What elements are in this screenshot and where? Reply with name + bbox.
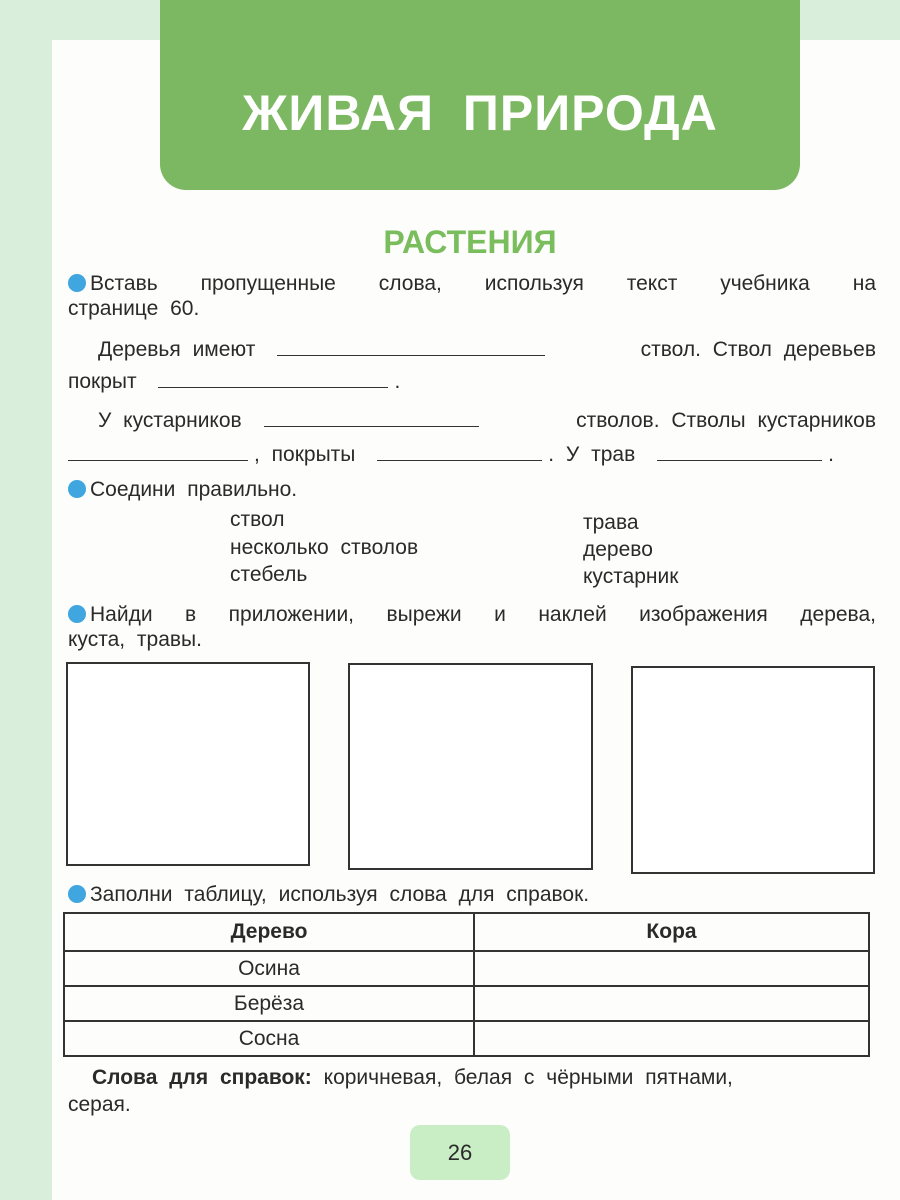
- blank-field[interactable]: [264, 412, 479, 427]
- bark-table: [63, 912, 870, 1057]
- topic-title: РАСТЕНИЯ: [383, 224, 557, 260]
- table-row: Осина: [64, 951, 869, 986]
- table-row: Сосна: [64, 1021, 869, 1056]
- match-right-item[interactable]: трава: [583, 511, 639, 534]
- blank-field[interactable]: [657, 446, 822, 461]
- task3-instruction-cont: куста, травы.: [68, 628, 202, 651]
- bark-cell[interactable]: [474, 986, 869, 1021]
- blank-field[interactable]: [68, 446, 248, 461]
- table-row: Берёза: [64, 986, 869, 1021]
- bullet-icon: [68, 274, 86, 292]
- hint-words: Слова для справок: коричневая, белая с чёрными пятнами,: [92, 1066, 733, 1089]
- task4-instruction: Заполни таблицу, используя слова для справок.: [68, 883, 589, 907]
- header-bark: Кора: [474, 913, 869, 951]
- header-tree: Дерево: [64, 913, 474, 951]
- hint-words-cont: серая.: [68, 1093, 131, 1116]
- task1-instruction: Вставь пропущенные слова, используя текст учебника на: [68, 272, 876, 296]
- bark-cell[interactable]: [474, 1021, 869, 1056]
- match-right-item[interactable]: кустарник: [583, 565, 679, 588]
- bullet-icon: [68, 605, 86, 623]
- task3-instruction: Найди в приложении, вырежи и наклей изображения дерева,: [68, 603, 876, 627]
- page-number: 26: [410, 1125, 510, 1180]
- paste-box-grass[interactable]: [631, 666, 875, 874]
- sentence-4: , покрыты . У трав .: [68, 443, 876, 467]
- blank-field[interactable]: [158, 373, 388, 388]
- section-title: ЖИВАЯ ПРИРОДА: [242, 85, 718, 141]
- bullet-icon: [68, 885, 86, 903]
- sentence-3: У кустарников стволов. Стволы кустарников: [98, 409, 876, 432]
- match-left-item[interactable]: несколько стволов: [230, 536, 419, 559]
- bullet-icon: [68, 480, 86, 498]
- match-right-item[interactable]: дерево: [583, 538, 653, 561]
- sentence-2: покрыт .: [68, 370, 401, 393]
- task2-instruction: Соедини правильно.: [68, 478, 297, 502]
- match-left-item[interactable]: стебель: [230, 563, 308, 586]
- paste-box-tree[interactable]: [66, 662, 310, 866]
- bark-cell[interactable]: [474, 951, 869, 986]
- task1-instruction-cont: странице 60.: [68, 297, 200, 320]
- sentence-1: Деревья имеют ствол. Ствол деревьев: [98, 338, 876, 361]
- match-left-item[interactable]: ствол: [230, 508, 285, 531]
- paste-box-bush[interactable]: [348, 663, 593, 870]
- blank-field[interactable]: [277, 341, 545, 356]
- blank-field[interactable]: [377, 446, 542, 461]
